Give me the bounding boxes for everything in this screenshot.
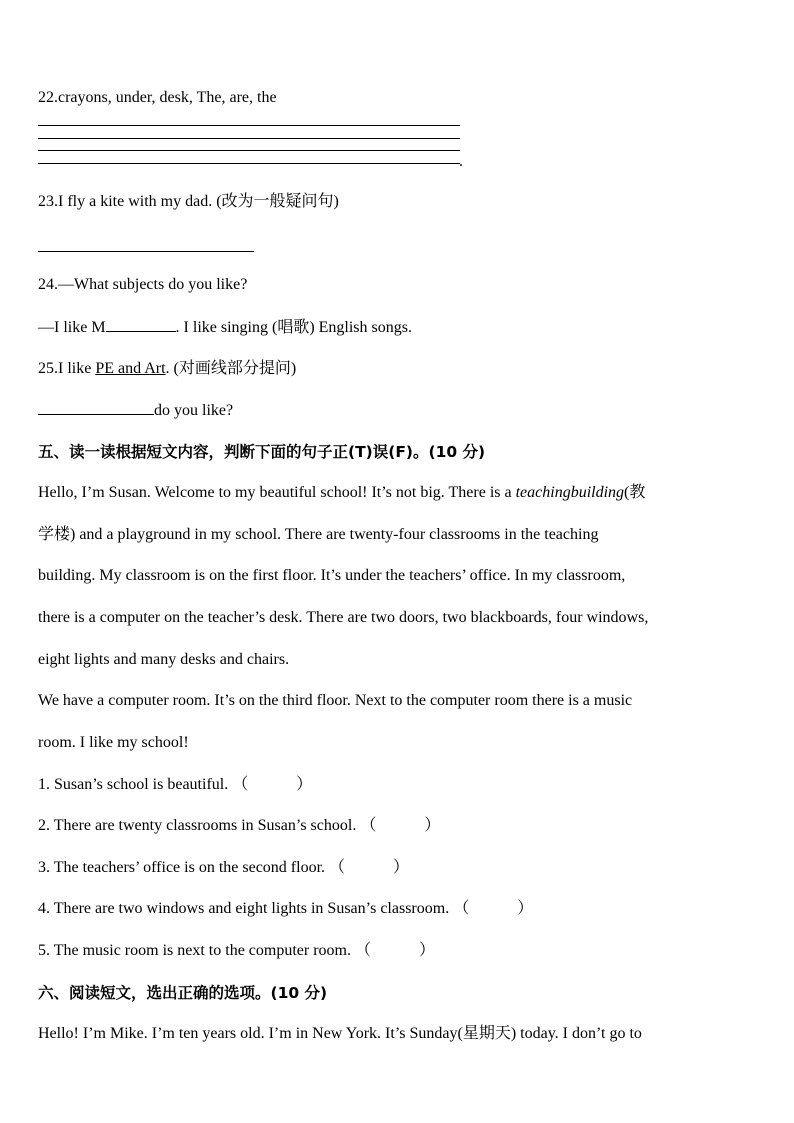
answer-line[interactable] bbox=[38, 138, 460, 139]
answer-line[interactable] bbox=[38, 163, 460, 164]
answer-blank[interactable] bbox=[106, 317, 176, 332]
answer-line[interactable] bbox=[38, 125, 460, 126]
answer-blank[interactable] bbox=[38, 400, 154, 415]
passage-line: there is a computer on the teacher’s desk. There are two doors, two blackboards, four windows, bbox=[38, 609, 649, 626]
statement-1: 1. Susan’s school is beautiful. （ ） bbox=[38, 776, 313, 793]
statement-4: 4. There are two windows and eight lights in Susan’s classroom. （ ） bbox=[38, 900, 534, 917]
question-text: —What subjects do you like? bbox=[58, 276, 248, 293]
answer-paren[interactable]: （ ） bbox=[232, 776, 313, 793]
answer-line[interactable] bbox=[38, 251, 254, 252]
question-24-answer: —I like M . I like singing (唱歌) English songs. bbox=[38, 319, 412, 336]
question-number: 25. bbox=[38, 360, 58, 377]
section-5-title: 五、读一读根据短文内容，判断下面的句子正(T)误(F)。(10 分) bbox=[38, 443, 486, 461]
passage-line: We have a computer room. It’s on the third floor. Next to the computer room there is a music bbox=[38, 692, 633, 709]
question-25: 25.I like PE and Art. (对画线部分提问) bbox=[38, 360, 297, 377]
statement-5: 5. The music room is next to the computer room. （ ） bbox=[38, 942, 435, 959]
answer-paren[interactable]: （ ） bbox=[354, 942, 435, 959]
underlined-phrase: PE and Art bbox=[95, 360, 166, 377]
passage-line: 学楼) and a playground in my school. There are twenty-four classrooms in the teaching bbox=[38, 526, 599, 543]
answer-period: . bbox=[459, 153, 463, 170]
passage-line: Hello, I’m Susan. Welcome to my beautiful school! It’s not big. There is a teachingbuilding(教 bbox=[38, 484, 646, 501]
passage-line: room. I like my school! bbox=[38, 734, 189, 751]
question-number: 24. bbox=[38, 276, 58, 293]
statement-3: 3. The teachers’ office is on the second floor. （ ） bbox=[38, 859, 410, 876]
question-24 bbox=[38, 275, 247, 295]
question-22 bbox=[38, 88, 277, 108]
question-25-answer: do you like? bbox=[38, 400, 233, 421]
question-number: 23. bbox=[38, 193, 58, 210]
statement-2: 2. There are twenty classrooms in Susan’s school. （ ） bbox=[38, 817, 441, 834]
passage-line: eight lights and many desks and chairs. bbox=[38, 651, 290, 668]
question-number: 22. bbox=[38, 89, 58, 106]
question-text: I fly a kite with my dad. (改为一般疑问句) bbox=[58, 193, 339, 210]
question-23 bbox=[38, 192, 339, 212]
answer-paren[interactable]: （ ） bbox=[360, 817, 441, 834]
passage-line: Hello! I’m Mike. I’m ten years old. I’m in New York. It’s Sunday(星期天) today. I don’t go to bbox=[38, 1025, 642, 1042]
question-text: crayons, under, desk, The, are, the bbox=[58, 89, 277, 106]
passage-line: building. My classroom is on the first floor. It’s under the teachers’ office. In my classroom, bbox=[38, 567, 626, 584]
answer-line[interactable] bbox=[38, 150, 460, 151]
section-6-title: 六、阅读短文，选出正确的选项。(10 分) bbox=[38, 984, 328, 1002]
answer-paren[interactable]: （ ） bbox=[329, 859, 410, 876]
answer-paren[interactable]: （ ） bbox=[453, 900, 534, 917]
